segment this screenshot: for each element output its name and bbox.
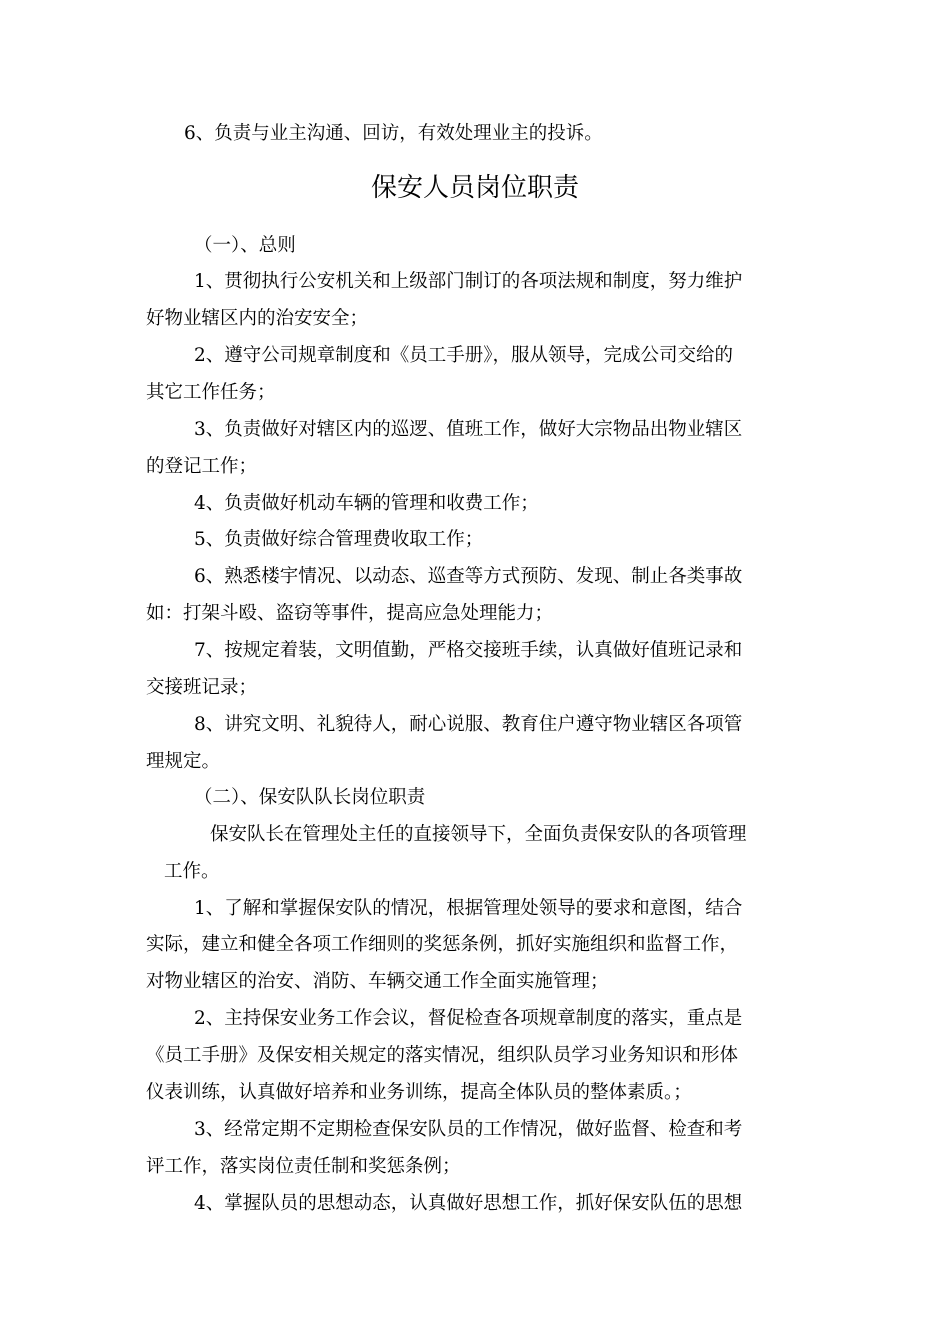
section1-item-4: 4、负责做好机动车辆的管理和收费工作；: [194, 493, 539, 514]
section2-item-1-line2: 实际，建立和健全各项工作细则的奖惩条例，抓好实施组织和监督工作，: [146, 934, 739, 955]
section1-item-2-line2: 其它工作任务；: [146, 382, 276, 403]
section1-item-1-line2: 好物业辖区内的治安安全；: [146, 308, 369, 329]
section2-intro-line2: 工作。: [164, 861, 220, 882]
section2-heading: （二）、保安队队长岗位职责: [194, 787, 426, 808]
page-title: 保安人员岗位职责: [370, 173, 579, 203]
section1-item-6-line1: 6、熟悉楼宇情况、以动态、巡查等方式预防、发现、制止各类事故: [194, 566, 743, 587]
section1-item-1-line1: 1、贯彻执行公安机关和上级部门制订的各项法规和制度，努力维护: [194, 271, 743, 292]
section2-item-2-line2: 《员工手册》及保安相关规定的落实情况，组织队员学习业务知识和形体: [146, 1045, 739, 1066]
pre-item-6: 6、负责与业主沟通、回访，有效处理业主的投诉。: [184, 123, 603, 144]
section1-item-7-line1: 7、按规定着装，文明值勤，严格交接班手续，认真做好值班记录和: [194, 640, 743, 661]
section1-item-3-line2: 的登记工作；: [146, 456, 258, 477]
section2-item-4-line1: 4、掌握队员的思想动态，认真做好思想工作，抓好保安队伍的思想: [194, 1193, 743, 1214]
section2-item-2-line3: 仪表训练，认真做好培养和业务训练，提高全体队员的整体素质。；: [146, 1082, 692, 1103]
section1-item-2-line1: 2、遵守公司规章制度和《员工手册》，服从领导，完成公司交给的: [194, 345, 734, 366]
section2-item-3-line1: 3、经常定期不定期检查保安队员的工作情况，做好监督、检查和考: [194, 1119, 743, 1140]
section2-intro-line1: 保安队长在管理处主任的直接领导下，全面负责保安队的各项管理: [210, 824, 747, 845]
section2-item-2-line1: 2、主持保安业务工作会议，督促检查各项规章制度的落实，重点是: [194, 1008, 743, 1029]
section1-item-7-line2: 交接班记录；: [146, 677, 258, 698]
section2-item-1-line1: 1、了解和掌握保安队的情况，根据管理处领导的要求和意图，结合: [194, 898, 743, 919]
section1-item-8-line1: 8、讲究文明、礼貌待人，耐心说服、教育住户遵守物业辖区各项管: [194, 714, 743, 735]
section1-heading: （一）、总则: [194, 235, 296, 256]
section1-item-8-line2: 理规定。: [146, 751, 221, 772]
section1-item-3-line1: 3、负责做好对辖区内的巡逻、值班工作，做好大宗物品出物业辖区: [194, 419, 743, 440]
section2-item-3-line2: 评工作，落实岗位责任制和奖惩条例；: [146, 1156, 461, 1177]
section2-item-1-line3: 对物业辖区的治安、消防、车辆交通工作全面实施管理；: [146, 971, 609, 992]
section1-item-6-line2: 如：打架斗殴、盗窃等事件，提高应急处理能力；: [146, 603, 554, 624]
section1-item-5: 5、负责做好综合管理费收取工作；: [194, 529, 484, 550]
